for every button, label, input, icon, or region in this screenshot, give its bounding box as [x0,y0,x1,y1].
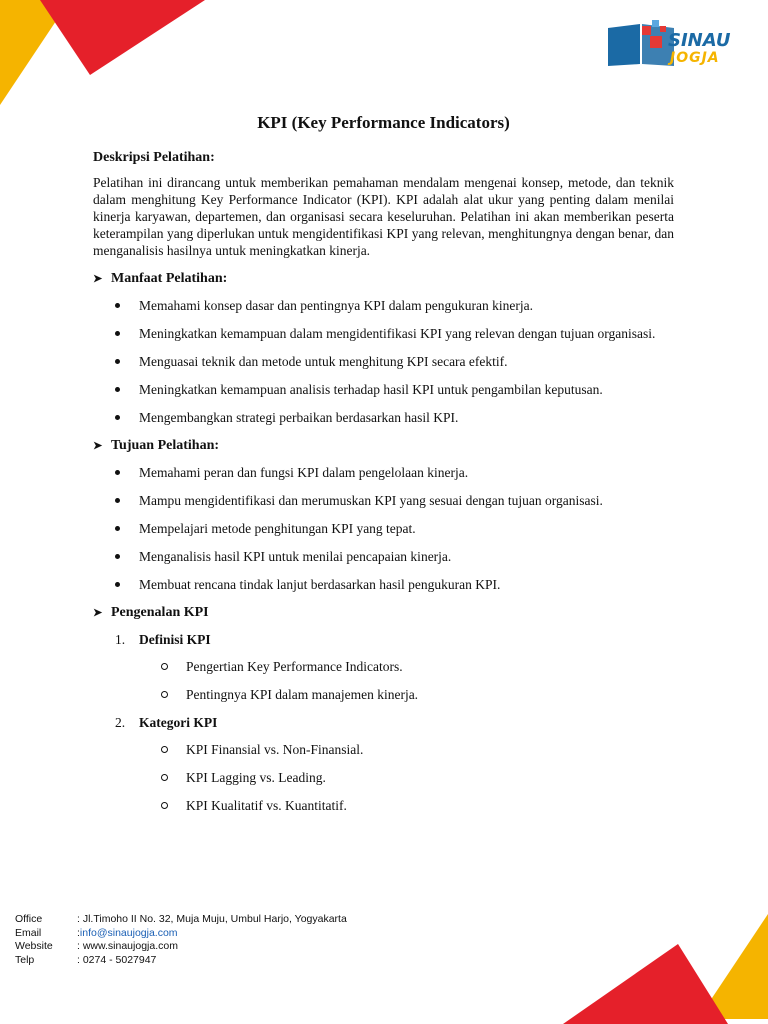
footer-separator: : [77,926,80,939]
list-item [93,353,674,370]
list-item [93,548,674,565]
tujuan-list [93,464,674,593]
footer-label: Office [15,913,43,925]
sub-list-item [93,741,674,758]
manfaat-heading-label: Manfaat Pelatihan: [111,271,228,286]
bullet-icon [115,554,120,559]
arrow-bullet-icon: ➤ [93,607,103,619]
pengenalan-heading [93,604,674,622]
manfaat-heading [93,270,674,288]
list-item [93,381,674,398]
arrow-bullet-icon: ➤ [93,440,103,452]
bullet-icon [115,498,120,503]
footer-label: Website [15,940,53,952]
bullet-icon [115,582,120,587]
list-item-text: Menganalisis hasil KPI untuk menilai pencapaian kinerja. [139,549,452,564]
sub-list-item [93,797,674,814]
list-item-text: Mampu mengidentifikasi dan merumuskan KPI yang sesuai dengan tujuan organisasi. [139,493,603,508]
kategori-sublist [93,741,674,814]
email-link[interactable]: info@sinaujogja.com [79,926,178,939]
document-title: KPI (Key Performance Indicators) [257,113,510,132]
deskripsi-text: Pelatihan ini dirancang untuk memberikan pemahaman mendalam mengenai konsep, metode, dan teknik dalam menghitung Key Performance Indicator (KPI). KPI adalah alat ukur yang penting dalam menilai kinerja karyawan, departemen, dan organisasi secara keseluruhan. Pelatihan ini akan memberikan peserta keterampilan yang diperlukan untuk mengidentifikasi KPI yang relevan, menghitungnya dengan benar, dan menganalisis hasilnya untuk meningkatkan kinerja. [93,175,674,258]
sub-list-item-text: KPI Kualitatif vs. Kuantitatif. [186,798,347,813]
bottom-right-decoration [558,914,768,1024]
footer-office-row [15,913,347,927]
sinau-jogja-logo [606,16,732,70]
arrow-bullet-icon: ➤ [93,273,103,285]
tujuan-heading [93,437,674,455]
item-number: 2. [115,715,126,730]
bullet-icon [115,387,120,392]
list-item [93,297,674,314]
list-item [93,409,674,426]
bullet-icon [115,470,120,475]
list-item-text: Memahami peran dan fungsi KPI dalam pengelolaan kinerja. [139,465,469,480]
list-item [93,520,674,537]
website-text: : www.sinaujogja.com [77,940,178,952]
sub-list-item-text: KPI Lagging vs. Leading. [186,770,326,785]
logo-text-jogja: JOGJA [670,50,720,66]
footer-label: Email [15,926,42,939]
bullet-icon [115,331,120,336]
office-address: : Jl.Timoho II No. 32, Muja Muju, Umbul Harjo, Yogyakarta [77,913,347,925]
list-item [93,576,674,593]
sub-list-item [93,658,674,675]
numbered-item [93,631,674,648]
contact-footer [15,913,347,967]
list-item [93,492,674,509]
item-title: Kategori KPI [139,715,218,730]
footer-website-row [15,940,347,954]
tujuan-heading-label: Tujuan Pelatihan: [111,438,220,453]
item-number: 1. [115,632,126,647]
sub-list-item-text: KPI Finansial vs. Non-Finansial. [186,742,364,757]
list-item-text: Menguasai teknik dan metode untuk menghitung KPI secara efektif. [139,354,508,369]
top-left-decoration [0,0,210,110]
circle-bullet-icon [161,663,168,670]
circle-bullet-icon [161,802,168,809]
list-item-text: Mempelajari metode penghitungan KPI yang tepat. [139,521,416,536]
circle-bullet-icon [161,774,168,781]
logo-text-sinau: SINAU [668,30,731,51]
footer-email-row [15,927,347,941]
item-title: Definisi KPI [139,632,211,647]
document-body [93,112,674,825]
telp-text: : 0274 - 5027947 [77,953,157,966]
bullet-icon [115,303,120,308]
numbered-item [93,714,674,731]
sub-list-item-text: Pentingnya KPI dalam manajemen kinerja. [186,687,419,702]
sub-list-item-text: Pengertian Key Performance Indicators. [186,659,403,674]
list-item-text: Meningkatkan kemampuan dalam mengidentifikasi KPI yang relevan dengan tujuan organisasi. [139,326,656,341]
book-logo-icon [606,16,676,70]
circle-bullet-icon [161,691,168,698]
circle-bullet-icon [161,746,168,753]
deskripsi-heading: Deskripsi Pelatihan: [93,150,215,165]
list-item [93,464,674,481]
bullet-icon [115,415,120,420]
manfaat-list [93,297,674,426]
list-item-text: Mengembangkan strategi perbaikan berdasarkan hasil KPI. [139,410,459,425]
bullet-icon [115,359,120,364]
sub-list-item [93,769,674,786]
list-item-text: Meningkatkan kemampuan analisis terhadap hasil KPI untuk pengambilan keputusan. [139,382,603,397]
footer-telp-row [15,954,347,968]
list-item-text: Memahami konsep dasar dan pentingnya KPI dalam pengukuran kinerja. [139,298,534,313]
list-item-text: Membuat rencana tindak lanjut berdasarkan hasil pengukuran KPI. [139,577,501,592]
definisi-sublist [93,658,674,703]
pengenalan-heading-label: Pengenalan KPI [111,605,209,620]
sub-list-item [93,686,674,703]
list-item [93,325,674,342]
footer-label: Telp [15,953,35,966]
bullet-icon [115,526,120,531]
